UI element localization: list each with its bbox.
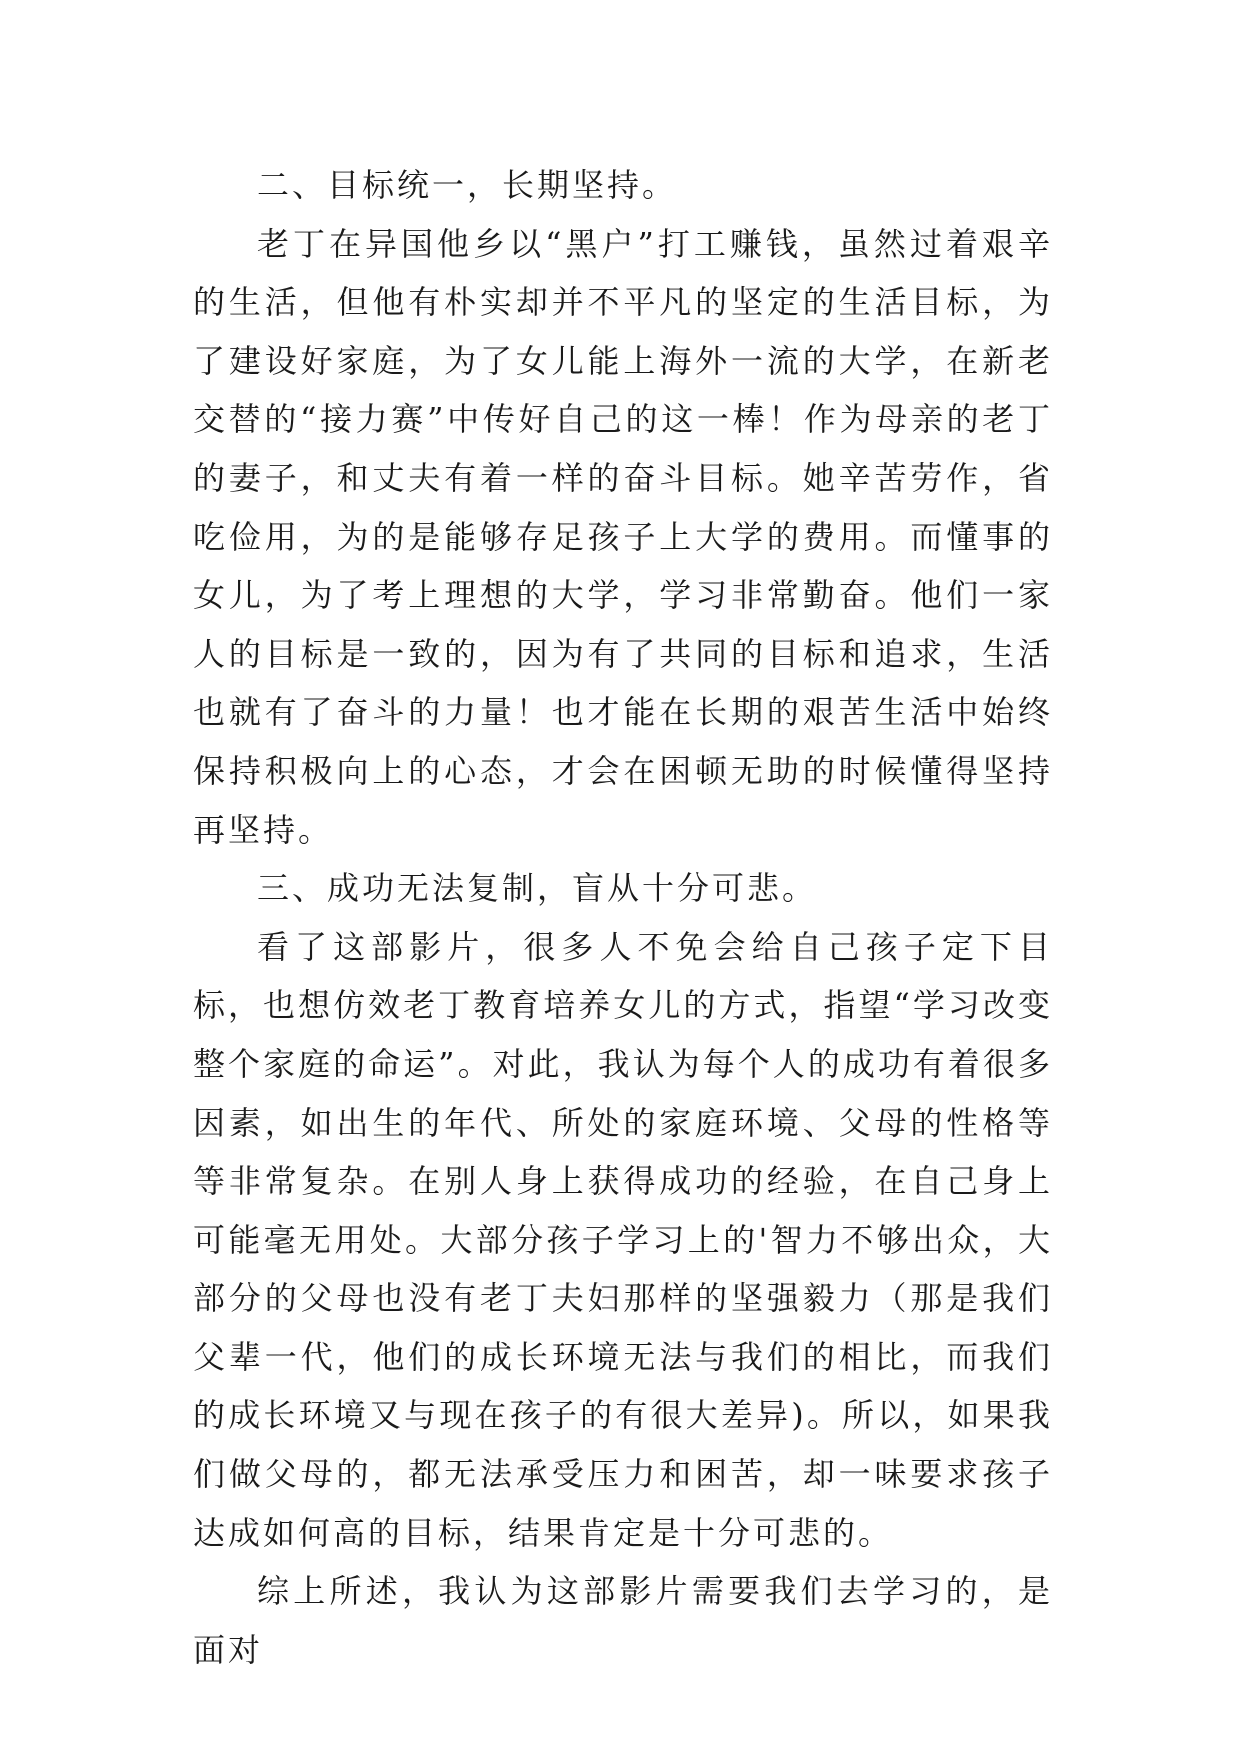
body-paragraph: 看了这部影片，很多人不免会给自己孩子定下目标，也想仿效老丁教育培养女儿的方式，指望“学习改变整个家庭的命运”。对此，我认为每个人的成功有着很多因素，如出生的年代、所处的家庭环境、父母的性格等等非常复杂。在别人身上获得成功的经验，在自己身上可能毫无用处。大部分孩子学习上的'智力不够出众，大部分的父母也没有老丁夫妇那样的坚强毅力（那是我们父辈一代，他们的成长环境无法与我们的相比，而我们的成长环境又与现在孩子的有很大差异)。所以，如果我们做父母的，都无法承受压力和困苦，却一味要求孩子达成如何高的目标，结果肯定是十分可悲的。 — [193, 927, 1053, 1552]
section-heading-three: 三、成功无法复制，盲从十分可悲。 — [257, 869, 818, 908]
body-paragraph: 老丁在异国他乡以“黑户”打工赚钱，虽然过着艰辛的生活，但他有朴实却并不平凡的坚定的生活目标，为了建设好家庭，为了女儿能上海外一流的大学，在新老交替的“接力赛”中传好自己的这一棒！作为母亲的老丁的妻子，和丈夫有着一样的奋斗目标。她辛苦劳作，省吃俭用，为的是能够存足孩子上大学的费用。而懂事的女儿，为了考上理想的大学，学习非常勤奋。他们一家人的目标是一致的，因为有了共同的目标和追求，生活也就有了奋斗的力量！也才能在长期的艰苦生活中始终保持积极向上的心态，才会在困顿无助的时候懂得坚持再坚持。 — [193, 224, 1053, 849]
document-body — [193, 156, 1053, 1679]
body-paragraph: 综上所述，我认为这部影片需要我们去学习的，是面对 — [193, 1572, 1053, 1669]
section-heading-two: 二、目标统一，长期坚持。 — [257, 166, 678, 204]
